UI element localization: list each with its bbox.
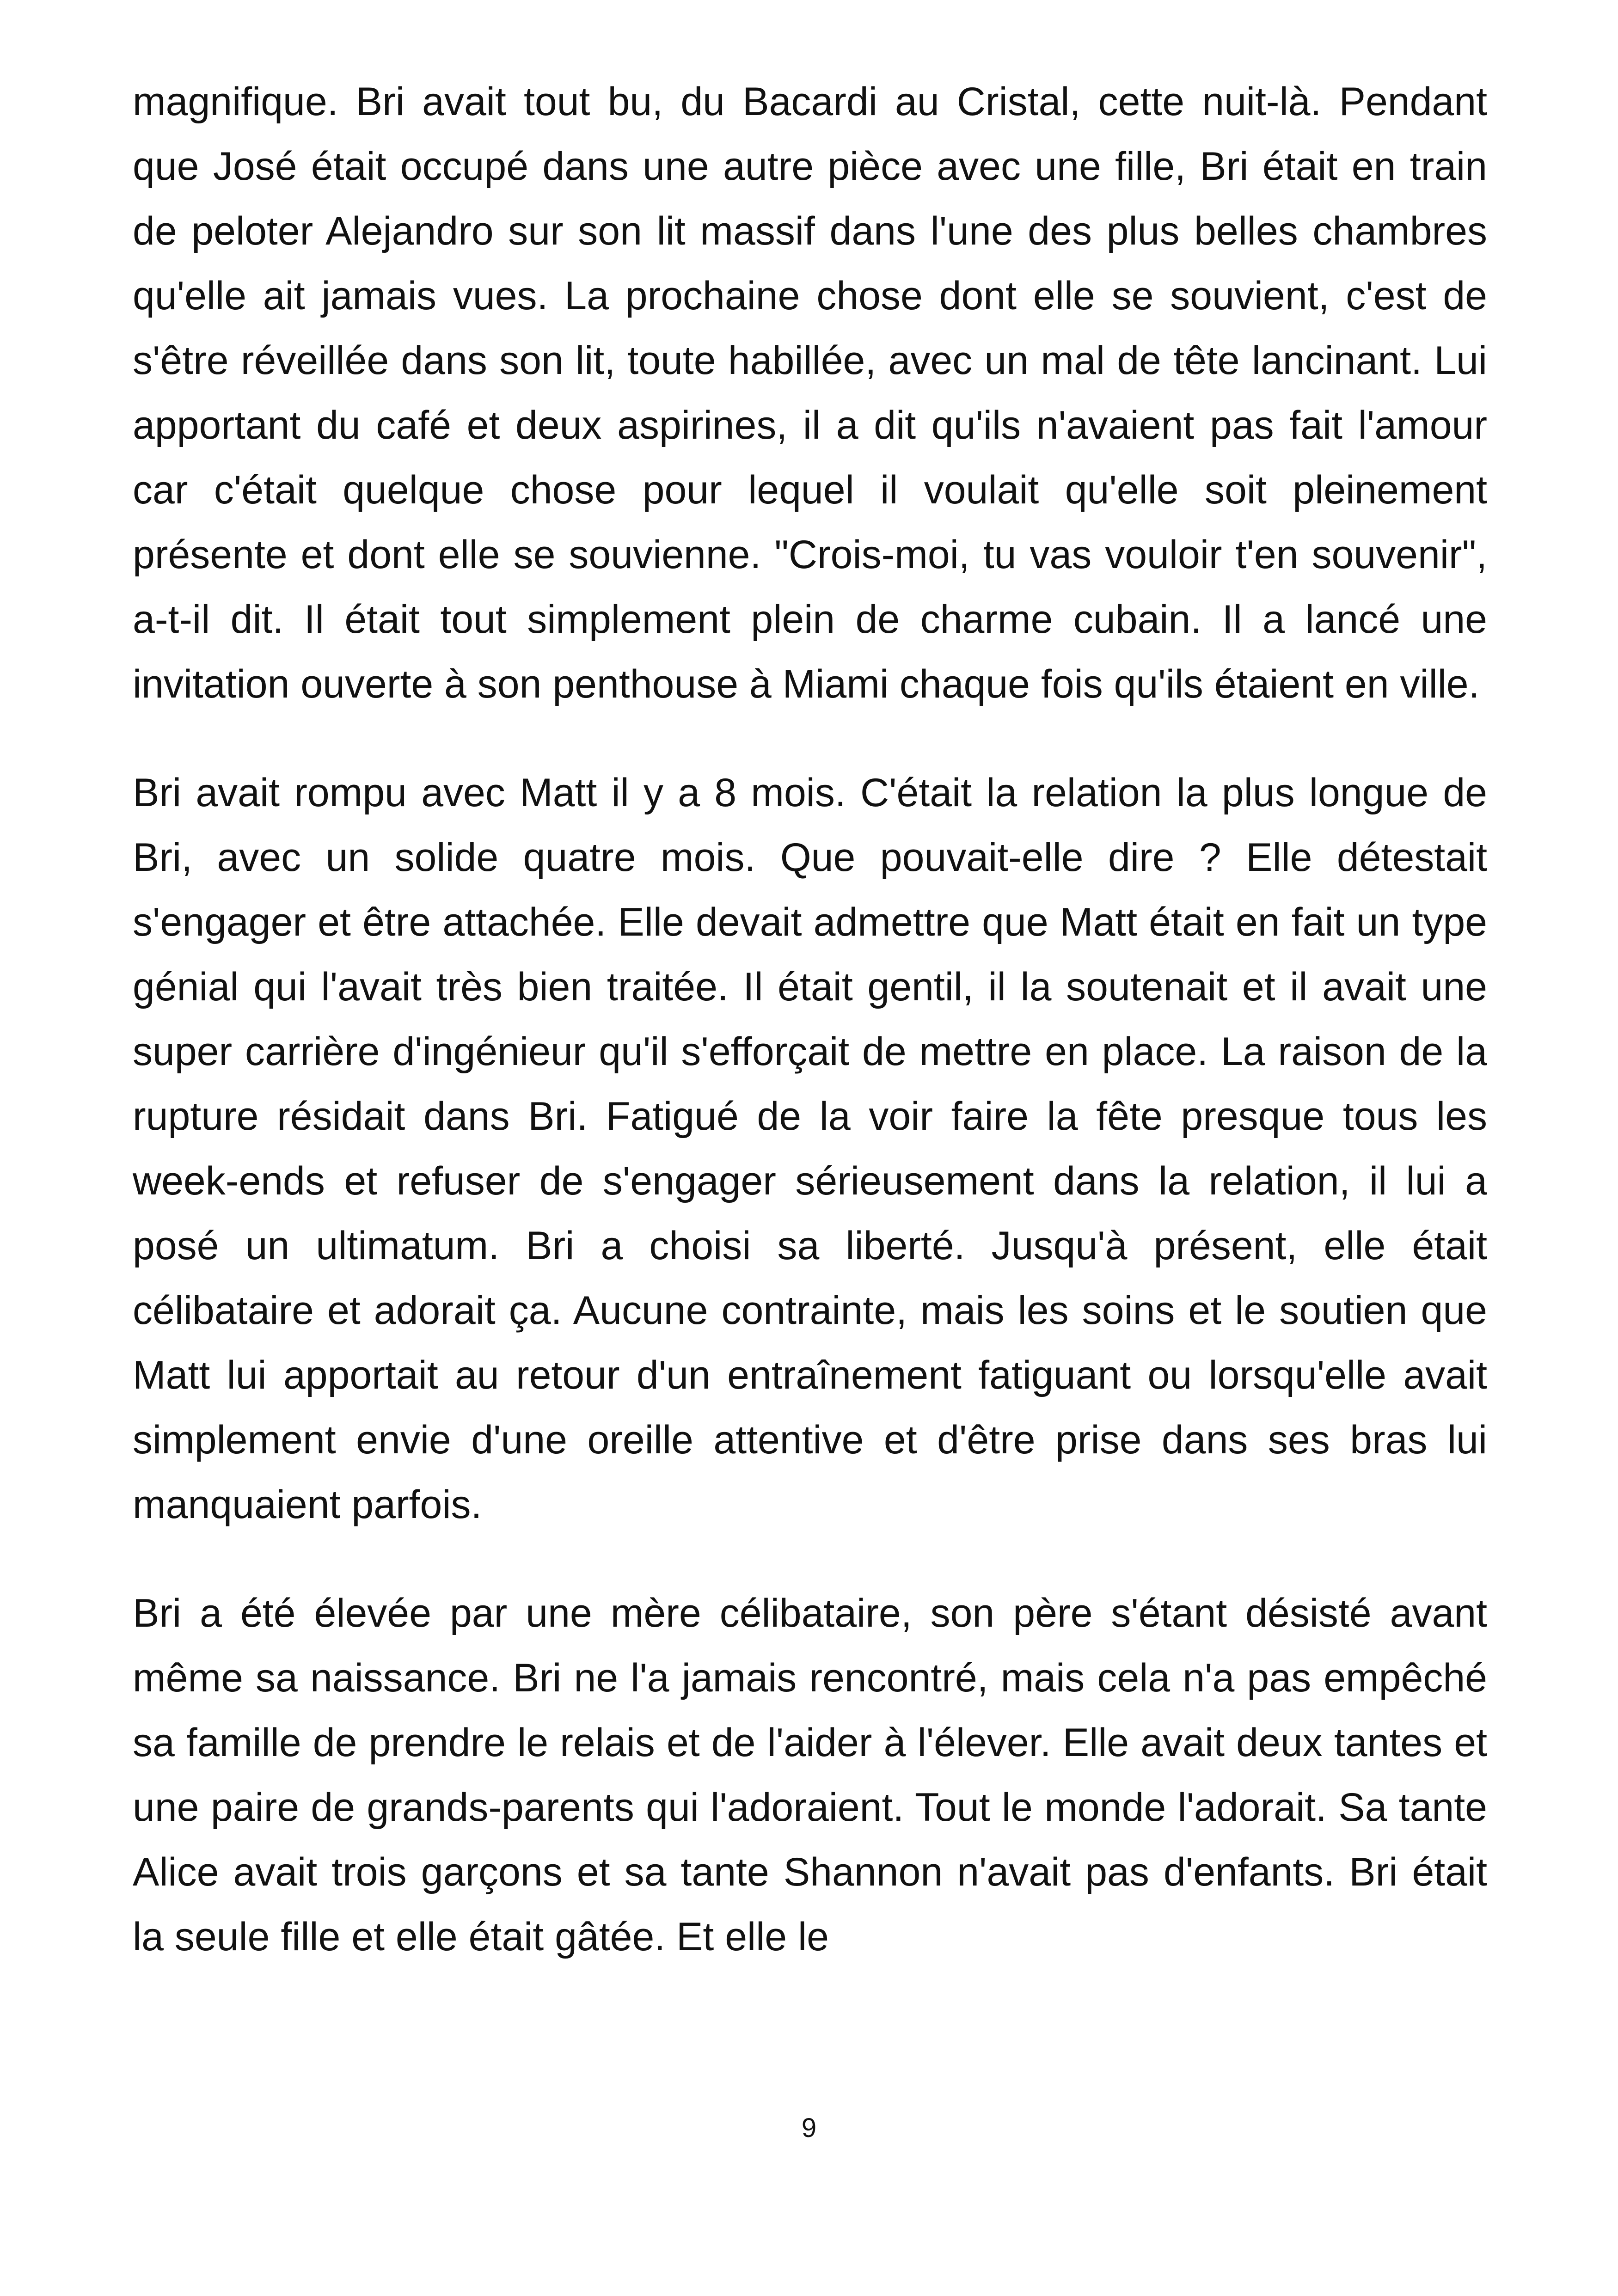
- paragraph-3: Bri a été élevée par une mère célibataire, son père s'étant désisté avant même sa naissance. Bri ne l'a jamais rencontré, mais cela n'a pas empêché sa famille de prendre le relais et de l'aider à l'élever. Elle avait deux tantes et une paire de grands-parents qui l'adoraient. Tout le monde l'adorait. Sa tante Alice avait trois garçons et sa tante Shannon n'avait pas d'enfants. Bri était la seule fille et elle était gâtée. Et elle le: [133, 1591, 1487, 1959]
- body-text: [133, 69, 1487, 2013]
- page-number: 9: [801, 2113, 817, 2143]
- paragraph-2: Bri avait rompu avec Matt il y a 8 mois. C'était la relation la plus longue de Bri, avec un solide quatre mois. Que pouvait-elle dire ? Elle détestait s'engager et être attachée. Elle devait admettre que Matt était en fait un type génial qui l'avait très bien traitée. Il était gentil, il la soutenait et il avait une super carrière d'ingénieur qu'il s'efforçait de mettre en place. La raison de la rupture résidait dans Bri. Fatigué de la voir faire la fête presque tous les week-ends et refuser de s'engager sérieusement dans la relation, il lui a posé un ultimatum. Bri a choisi sa liberté. Jusqu'à présent, elle était célibataire et adorait ça. Aucune contrainte, mais les soins et le soutien que Matt lui apportait au retour d'un entraînement fatiguant ou lorsqu'elle avait simplement envie d'une oreille attentive et d'être prise dans ses bras lui manquaient parfois.: [133, 771, 1487, 1527]
- paragraph-1: magnifique. Bri avait tout bu, du Bacardi au Cristal, cette nuit-là. Pendant que José était occupé dans une autre pièce avec une fille, Bri était en train de peloter Alejandro sur son lit massif dans l'une des plus belles chambres qu'elle ait jamais vues. La prochaine chose dont elle se souvient, c'est de s'être réveillée dans son lit, toute habillée, avec un mal de tête lancinant. Lui apportant du café et deux aspirines, il a dit qu'ils n'avaient pas fait l'amour car c'était quelque chose pour lequel il voulait qu'elle soit pleinement présente et dont elle se souvienne. "Crois-moi, tu vas vouloir t'en souvenir", a-t-il dit. Il était tout simplement plein de charme cubain. Il a lancé une invitation ouverte à son penthouse à Miami chaque fois qu'ils étaient en ville.: [133, 80, 1487, 706]
